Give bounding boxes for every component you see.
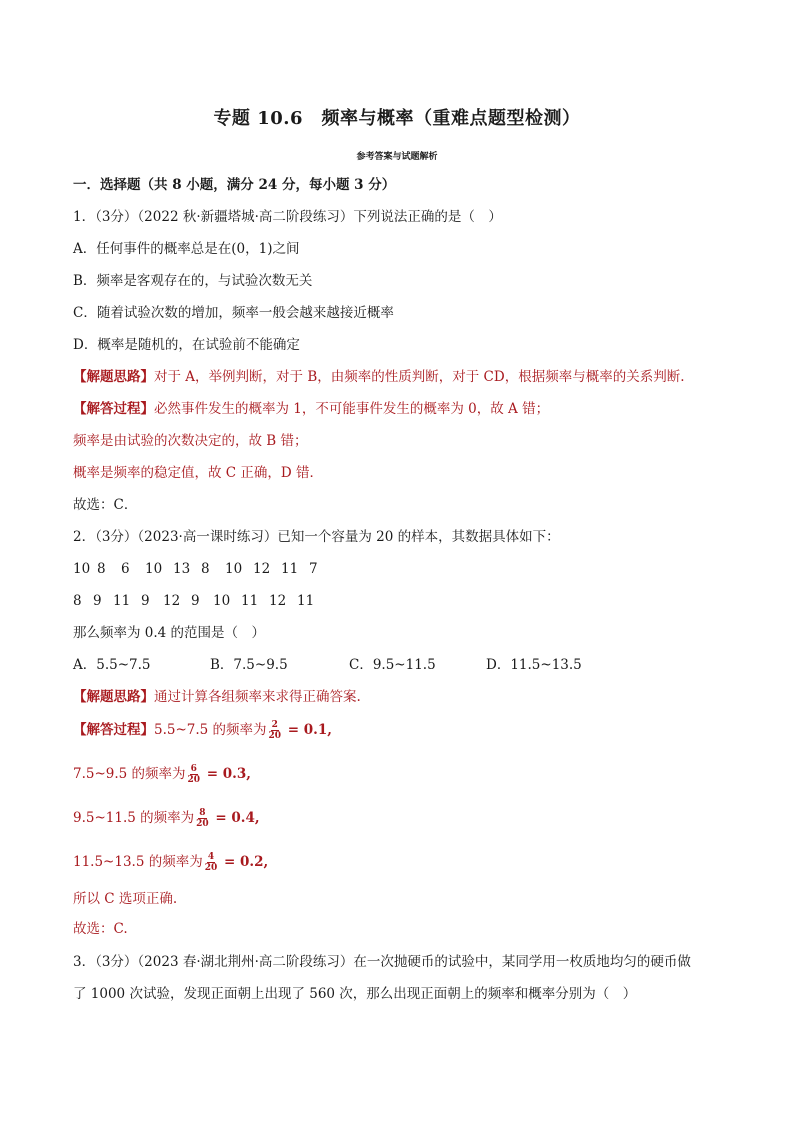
- q2-r1-v1: 8: [97, 561, 106, 577]
- q2-step-1-fraction: [269, 720, 282, 741]
- fraction-numerator: 4: [207, 852, 215, 862]
- q2-step-3: [73, 808, 260, 829]
- q2-data-row-2: [73, 592, 321, 610]
- q2-step-1-result: = 0.1,: [283, 722, 332, 738]
- q2-option-c: C．9.5~11.5: [349, 657, 436, 673]
- q2-step-4-fraction: [205, 852, 218, 873]
- q2-step-3-fraction: [196, 808, 209, 829]
- q2-conclusion: 所以 C 选项正确.: [73, 891, 178, 907]
- q2-r1-v7: 12: [253, 561, 271, 577]
- q2-r1-v5: 8: [201, 561, 210, 577]
- q2-r1-v6: 10: [225, 561, 243, 577]
- fraction-denominator: 20: [196, 819, 209, 829]
- fraction-numerator: 6: [190, 764, 197, 774]
- q1-process-line-1: 必然事件发生的概率为 1，不可能事件发生的概率为 0，故 A 错；: [154, 401, 550, 417]
- q2-r2-v0: 8: [73, 593, 82, 609]
- q2-r1-v2: 6: [121, 561, 130, 577]
- q1-answer: 故选：C．: [73, 497, 138, 513]
- q2-r2-v9: 11: [297, 593, 315, 609]
- q2-r1-v9: 7: [309, 561, 318, 577]
- q2-option-b: B．7.5~9.5: [210, 657, 288, 673]
- q1-option-a: A．任何事件的概率总是在(0，1)之间: [73, 241, 300, 257]
- fraction-numerator: 8: [199, 808, 206, 818]
- q2-r2-v6: 10: [213, 593, 231, 609]
- page-title: 专题 10.6 频率与概率（重难点题型检测）: [213, 108, 581, 129]
- q2-options: [73, 656, 582, 674]
- q2-r2-v7: 11: [241, 593, 259, 609]
- q1-idea-tag: 【解题思路】: [73, 369, 154, 385]
- q1-idea: [73, 368, 685, 386]
- fraction-denominator: 20: [204, 863, 218, 873]
- q2-idea-tag: 【解题思路】: [73, 689, 154, 705]
- q2-r2-v8: 12: [269, 593, 287, 609]
- q1-process-tag: 【解答过程】: [73, 401, 154, 417]
- q2-step-4-prefix: 11.5~13.5 的频率为: [73, 854, 203, 870]
- q3-stem-line-2: 了 1000 次试验，发现正面朝上出现了 560 次，那么出现正面朝上的频率和概率分别为（ ）: [73, 986, 637, 1002]
- q2-r2-v5: 9: [191, 593, 200, 609]
- q2-r2-v2: 11: [113, 593, 131, 609]
- q1-option-c: C．随着试验次数的增加，频率一般会越来越接近概率: [73, 305, 394, 321]
- q2-r2-v3: 9: [141, 593, 150, 609]
- q2-r2-v4: 12: [163, 593, 181, 609]
- q2-step-2-result: = 0.3,: [202, 766, 251, 782]
- q2-stem: 2．（3分）（2023·高一课时练习）已知一个容量为 20 的样本，其数据具体如下：: [73, 529, 560, 545]
- q2-step-1: [73, 720, 332, 741]
- q1-stem: 1．（3分）（2022 秋·新疆塔城·高二阶段练习）下列说法正确的是（ ）: [73, 209, 502, 225]
- q2-step-2-prefix: 7.5~9.5 的频率为: [73, 766, 186, 782]
- q2-idea-text: 通过计算各组频率来求得正确答案.: [154, 689, 361, 705]
- page-subtitle: 参考答案与试题解析: [356, 152, 438, 162]
- q2-r1-v4: 13: [173, 561, 191, 577]
- q1-process-line-2: 频率是由试验的次数决定的，故 B 错；: [73, 433, 308, 449]
- q1-option-b: B．频率是客观存在的，与试验次数无关: [73, 273, 313, 289]
- fraction-denominator: 20: [268, 731, 282, 741]
- q1-process: [73, 400, 549, 418]
- q2-option-a: A．5.5~7.5: [73, 657, 151, 673]
- fraction-denominator: 20: [187, 775, 201, 785]
- q2-step-4-result: = 0.2,: [219, 854, 269, 870]
- q2-idea: [73, 688, 361, 706]
- q2-question: 那么频率为 0.4 的范围是（ ）: [73, 625, 266, 641]
- q2-answer: 故选：C.: [73, 921, 128, 937]
- q2-step-1-prefix: 5.5~7.5 的频率为: [154, 722, 267, 738]
- q2-step-3-prefix: 9.5~11.5 的频率为: [73, 810, 195, 826]
- q2-step-4: [73, 852, 268, 873]
- q2-process-tag: 【解答过程】: [73, 722, 154, 738]
- q2-step-2: [73, 764, 251, 785]
- q2-step-3-result: = 0.4,: [210, 810, 260, 826]
- q1-idea-text: 对于 A，举例判断，对于 B，由频率的性质判断，对于 CD，根据频率与概率的关系判断.: [154, 369, 685, 385]
- q2-r1-v0: 10: [73, 561, 91, 577]
- q1-process-line-3: 概率是频率的稳定值，故 C 正确，D 错．: [73, 465, 324, 481]
- q2-r2-v1: 9: [93, 593, 102, 609]
- q2-option-d: D．11.5~13.5: [486, 657, 582, 673]
- q2-data-row-1: [73, 560, 333, 578]
- q2-r1-v8: 11: [281, 561, 299, 577]
- q1-option-d: D．概率是随机的，在试验前不能确定: [73, 337, 300, 353]
- q2-step-2-fraction: [188, 764, 201, 785]
- section-heading: 一．选择题（共 8 小题，满分 24 分，每小题 3 分）: [73, 177, 396, 193]
- fraction-numerator: 2: [271, 720, 278, 730]
- q3-stem-line-1: 3．（3分）（2023 春·湖北荆州·高二阶段练习）在一次抛硬币的试验中，某同学用一枚质地均匀的硬币做: [73, 954, 691, 970]
- q2-r1-v3: 10: [145, 561, 163, 577]
